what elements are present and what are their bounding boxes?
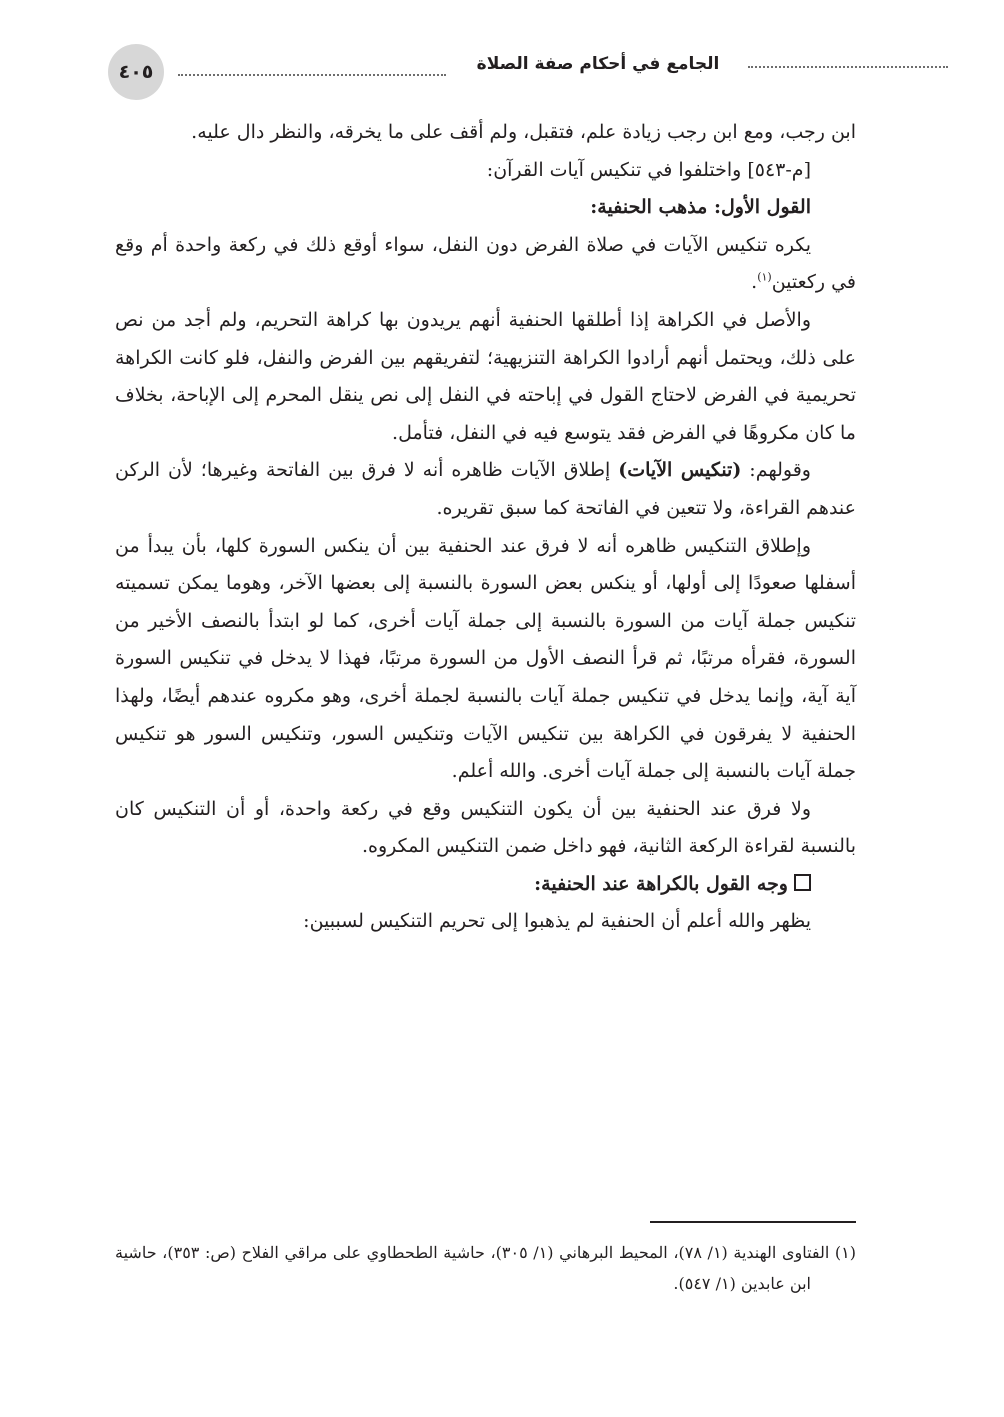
- paragraph-6: وإطلاق التنكيس ظاهره أنه لا فرق عند الحنفية بين أن ينكس السورة كلها، بأن يبدأ من أسفلها صعودًا إلى أولها، أو ينكس بعض السورة بالنسبة إلى بعضها الآخر، وهوما يمكن تسميته تنكيس جملة آيات من السورة بالنسبة إلى جملة آيات أخرى، كما لو ابتدأ بالنصف الأخير من السورة، فقرأه مرتبًا، ثم قرأ النصف الأول من السورة مرتبًا، فهذا لا يدخل في تنكيس السورة آية آية، وإنما يدخل في تنكيس جملة آيات بالنسبة لجملة أخرى، وهو مكروه عندهم أيضًا، ولهذا الحنفية لا يفرقون في الكراهة بين تنكيس الآيات وتنكيس السور، وتنكيس السور هو تنكيس جملة آيات بالنسبة إلى جملة آيات أخرى. والله أعلم.: [115, 534, 856, 783]
- page-number: ٤٠٥: [118, 61, 154, 83]
- checkbox-bullet-icon: [794, 874, 811, 891]
- heading-reason: [115, 866, 856, 904]
- footnotes: [115, 1237, 856, 1299]
- header-dotted-leader-right: [748, 66, 948, 68]
- paragraph-3-end: .: [751, 271, 758, 294]
- paragraph-1: ابن رجب، ومع ابن رجب زيادة علم، فتقبل، ولم أقف على ما يخرقه، والنظر دال عليه.: [191, 121, 856, 143]
- paragraph-8: يظهر والله أعلم أن الحنفية لم يذهبوا إلى تحريم التنكيس لسببين:: [303, 910, 811, 933]
- heading-reason-text: وجه القول بالكراهة عند الحنفية:: [534, 872, 788, 895]
- paragraph-5-lead: وقولهم:: [741, 459, 811, 482]
- page-header: [108, 44, 848, 100]
- heading-first-opinion: القول الأول: مذهب الحنفية:: [590, 196, 811, 219]
- paragraph-7: ولا فرق عند الحنفية بين أن يكون التنكيس وقع في ركعة واحدة، أو أن التنكيس كان بالنسبة لقراءة الركعة الثانية، فهو داخل ضمن التنكيس المكروه.: [115, 797, 856, 858]
- paragraph-5-rest: إطلاق الآيات ظاهره أنه لا فرق بين الفاتحة وغيرها؛ لأن الركن عندهم القراءة، ولا تتعين في الفاتحة كما سبق تقريره.: [115, 459, 856, 519]
- page-number-badge: [108, 44, 164, 100]
- paragraph-5: [115, 452, 856, 527]
- paragraph-3: [115, 227, 856, 302]
- footnote-reference: (١): [757, 271, 772, 285]
- header-dotted-leader-left: [178, 74, 446, 76]
- main-text: [115, 114, 856, 941]
- paragraph-4: والأصل في الكراهة إذا أطلقها الحنفية أنهم يريدون بها كراهة التحريم، ولم أجد من نص على ذلك، ويحتمل أنهم أرادوا الكراهة التنزيهية؛ لتفريقهم بين الفرض والنفل، فلو كانت الكراهة تحريمية في الفرض لاحتاج القول في إباحته في النفل إلى نص ينقل المحرم إلى الإباحة، بخلاف ما كان مكروهًا في الفرض فقد يتوسع فيه في النفل، فتأمل.: [115, 308, 856, 444]
- paragraph-5-term: (تنكيس الآيات): [618, 459, 742, 482]
- paragraph-3-text: يكره تنكيس الآيات في صلاة الفرض دون النفل، سواء أوقع ذلك في ركعة واحدة أم وقع في ركعتين: [115, 233, 856, 294]
- footnote-separator: [650, 1221, 856, 1223]
- paragraph-2: [م-٥٤٣] واختلفوا في تنكيس آيات القرآن:: [486, 158, 811, 181]
- running-title: الجامع في أحكام صفة الصلاة: [476, 54, 720, 74]
- footnote-1: (١) الفتاوى الهندية (١/ ٧٨)، المحيط البرهاني (١/ ٣٠٥)، حاشية الطحطاوي على مراقي الفلاح (ص: ٣٥٣)، حاشية ابن عابدين (١/ ٥٤٧).: [115, 1243, 856, 1293]
